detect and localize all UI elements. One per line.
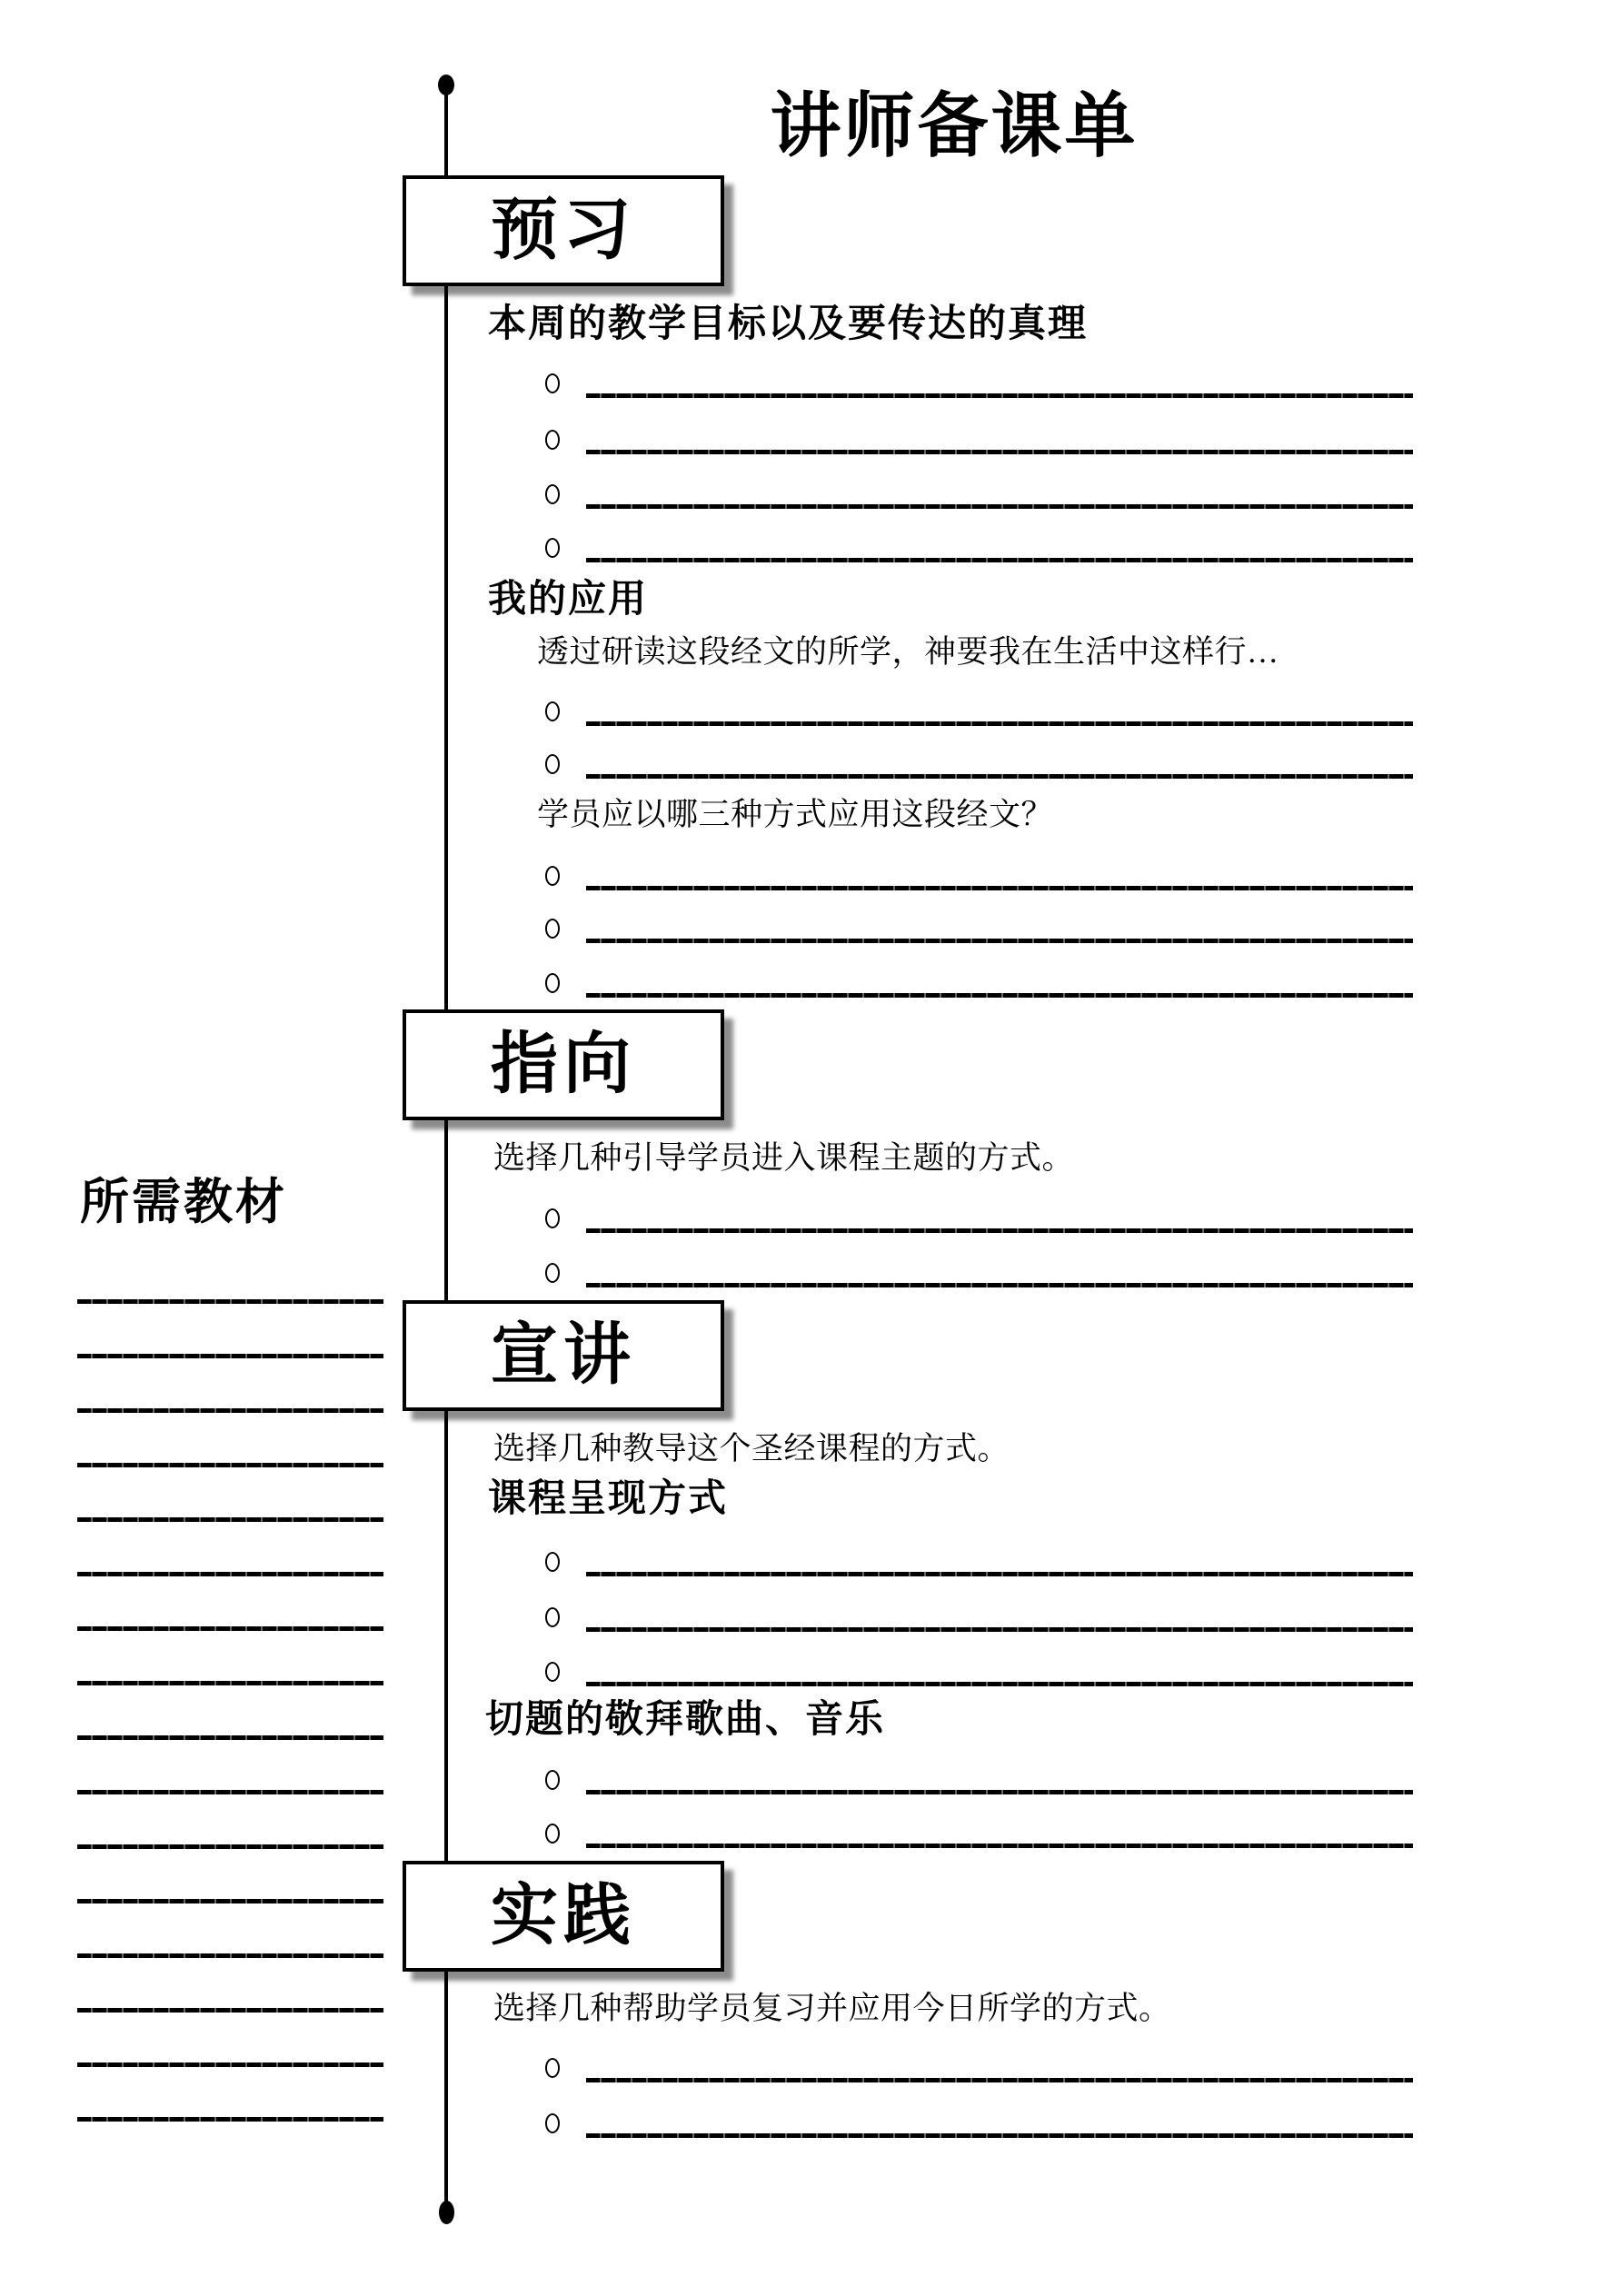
circle-bullet-icon [545, 2113, 560, 2133]
materials-blank-line[interactable] [77, 1899, 383, 1903]
circle-bullet-icon [545, 1552, 560, 1572]
point-prompt: 选择几种引导学员进入课程主题的方式。 [493, 1140, 1075, 1176]
circle-bullet-icon [545, 919, 560, 939]
circle-bullet-icon [545, 538, 560, 558]
practice-blank-row[interactable] [545, 2113, 1418, 2141]
worship-heading: 切题的敬拜歌曲、音乐 [485, 1699, 886, 1741]
materials-blank-line[interactable] [77, 1572, 383, 1576]
answer-blank-line[interactable] [586, 2133, 1413, 2138]
circle-bullet-icon [545, 1770, 560, 1790]
circle-bullet-icon [545, 1662, 560, 1682]
section-label-proclaim: 宣讲 [491, 1318, 636, 1393]
point-blank-row[interactable] [545, 1208, 1418, 1236]
section-label-point: 指向 [491, 1028, 636, 1102]
answer-blank-line[interactable] [586, 1228, 1413, 1233]
application-blank-row[interactable] [545, 754, 1418, 781]
students-blank-row[interactable] [545, 866, 1418, 893]
materials-blank-line[interactable] [77, 1626, 383, 1631]
page-title: 讲师备课单 [770, 86, 1139, 165]
practice-prompt: 选择几种帮助学员复习并应用今日所学的方式。 [493, 1991, 1171, 2026]
answer-blank-line[interactable] [586, 1572, 1413, 1576]
circle-bullet-icon [545, 1208, 560, 1228]
timeline-dot-top [438, 75, 454, 95]
circle-bullet-icon [545, 1607, 560, 1627]
preview-goal-blank-row[interactable] [545, 484, 1418, 512]
answer-blank-line[interactable] [586, 1790, 1413, 1794]
materials-blank-line[interactable] [77, 1790, 383, 1794]
section-box-practice [403, 1861, 724, 1972]
circle-bullet-icon [545, 1263, 560, 1283]
students-blank-row[interactable] [545, 973, 1418, 1000]
circle-bullet-icon [545, 866, 560, 886]
materials-blank-line[interactable] [77, 1299, 383, 1304]
application-blank-row[interactable] [545, 701, 1418, 729]
answer-blank-line[interactable] [586, 1844, 1413, 1848]
practice-blank-row[interactable] [545, 2058, 1418, 2085]
section-box-point [403, 1009, 724, 1120]
materials-blank-line[interactable] [77, 1844, 383, 1849]
answer-blank-line[interactable] [586, 450, 1413, 454]
circle-bullet-icon [545, 1824, 560, 1844]
worship-blank-row[interactable] [545, 1770, 1418, 1797]
students-blank-row[interactable] [545, 919, 1418, 946]
circle-bullet-icon [545, 484, 560, 504]
answer-blank-line[interactable] [586, 393, 1413, 398]
answer-blank-line[interactable] [586, 774, 1413, 779]
presentation-heading: 课程呈现方式 [488, 1478, 729, 1520]
circle-bullet-icon [545, 701, 560, 721]
circle-bullet-icon [545, 373, 560, 393]
materials-blank-line[interactable] [77, 2117, 383, 2122]
materials-blank-line[interactable] [77, 1408, 383, 1413]
answer-blank-line[interactable] [586, 993, 1413, 998]
timeline-dot-bottom [439, 2201, 454, 2224]
proclaim-prompt: 选择几种教导这个圣经课程的方式。 [493, 1431, 1010, 1466]
materials-blank-line[interactable] [77, 2008, 383, 2013]
point-blank-row[interactable] [545, 1263, 1418, 1290]
materials-blank-line[interactable] [77, 1354, 383, 1358]
answer-blank-line[interactable] [586, 2078, 1413, 2082]
circle-bullet-icon [545, 973, 560, 993]
materials-blank-line[interactable] [77, 1463, 383, 1467]
answer-blank-line[interactable] [586, 721, 1413, 726]
materials-blank-line[interactable] [77, 1681, 383, 1685]
answer-blank-line[interactable] [586, 1682, 1413, 1686]
answer-blank-line[interactable] [586, 939, 1413, 943]
materials-lines [77, 1299, 383, 2126]
presentation-blank-row[interactable] [545, 1552, 1418, 1579]
answer-blank-line[interactable] [586, 1283, 1413, 1287]
answer-blank-line[interactable] [586, 1627, 1413, 1632]
section-label-preview: 预习 [491, 194, 636, 268]
section-box-preview [403, 175, 724, 286]
presentation-blank-row[interactable] [545, 1662, 1418, 1689]
presentation-blank-row[interactable] [545, 1607, 1418, 1635]
answer-blank-line[interactable] [586, 886, 1413, 890]
materials-blank-line[interactable] [77, 1517, 383, 1522]
materials-blank-line[interactable] [77, 1953, 383, 1958]
circle-bullet-icon [545, 430, 560, 450]
preview-goals-heading: 本周的教学目标以及要传达的真理 [488, 303, 1089, 345]
materials-blank-line[interactable] [77, 1735, 383, 1740]
preview-goal-blank-row[interactable] [545, 373, 1418, 401]
preview-goal-blank-row[interactable] [545, 430, 1418, 457]
circle-bullet-icon [545, 754, 560, 774]
preview-application-prompt: 透过研读这段经文的所学，神要我在生活中这样行… [537, 634, 1279, 670]
section-box-proclaim [403, 1300, 724, 1411]
materials-heading: 所需教材 [80, 1175, 287, 1229]
preview-students-prompt: 学员应以哪三种方式应用这段经文？ [537, 797, 1054, 832]
circle-bullet-icon [545, 2058, 560, 2078]
section-label-practice: 实践 [491, 1879, 636, 1953]
preview-application-heading: 我的应用 [488, 579, 649, 621]
materials-blank-line[interactable] [77, 2062, 383, 2067]
worship-blank-row[interactable] [545, 1824, 1418, 1851]
preview-goal-blank-row[interactable] [545, 538, 1418, 565]
answer-blank-line[interactable] [586, 558, 1413, 562]
answer-blank-line[interactable] [586, 504, 1413, 509]
